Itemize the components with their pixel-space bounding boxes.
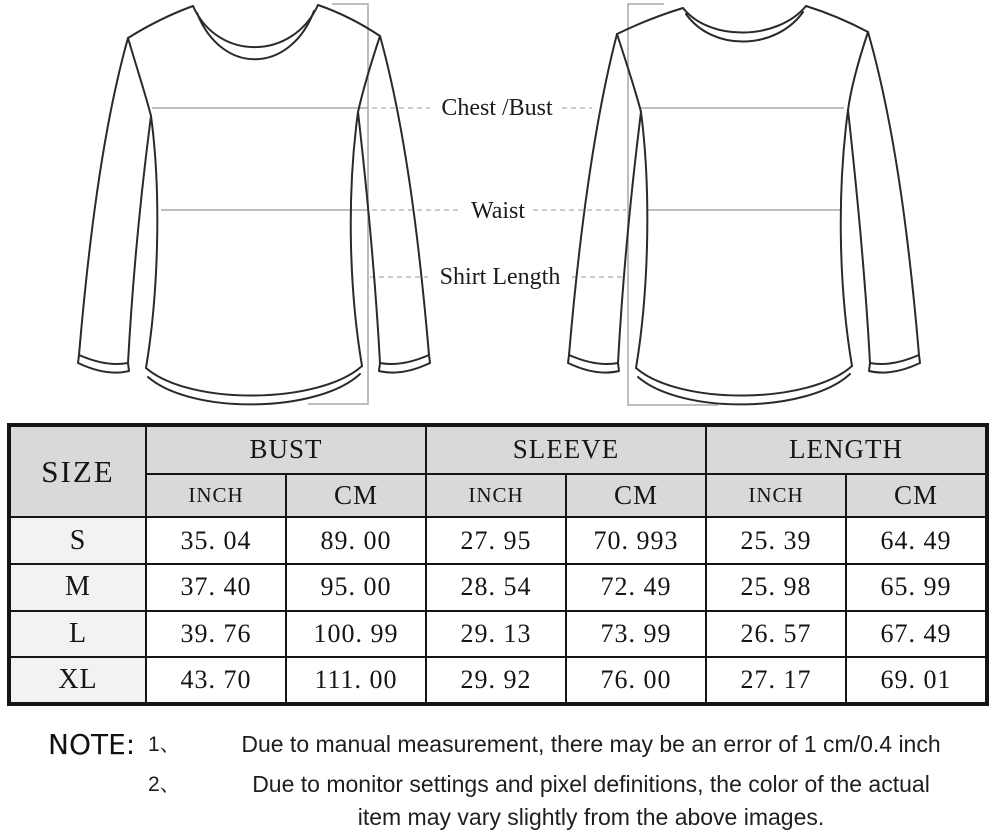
front-right-sleeve-outer [380, 36, 429, 355]
front-shirt-illustration [78, 5, 430, 404]
back-right-shoulder [806, 6, 868, 32]
front-left-sleeve-inner [128, 116, 151, 363]
cell-value: 73. 99 [566, 611, 706, 658]
header-length-cm: CM [846, 474, 987, 517]
front-left-sleeve-outer [79, 38, 128, 355]
front-right-sleeve-inner [358, 112, 380, 363]
waist-label: Waist [470, 198, 526, 224]
table-header-row-groups [9, 425, 987, 474]
front-right-armhole-seam [358, 36, 380, 112]
table-row [9, 611, 987, 658]
cell-value: 39. 76 [146, 611, 286, 658]
note-1-number: 1、 [148, 733, 181, 756]
note-1-text: Due to manual measurement, there may be an error of 1 cm/0.4 inch [241, 731, 941, 757]
front-right-body-edge [351, 112, 362, 366]
header-sleeve-inch: INCH [426, 474, 566, 517]
table-header-row-units [9, 474, 987, 517]
back-left-sleeve-inner [618, 112, 641, 363]
header-size: SIZE [9, 425, 146, 517]
cell-value: 100. 99 [286, 611, 426, 658]
note-item-1 [148, 728, 988, 761]
front-shirt-guides [152, 4, 368, 404]
shirt-length-label: Shirt Length [439, 264, 561, 290]
header-bust-cm: CM [286, 474, 426, 517]
front-right-shoulder [318, 5, 380, 36]
header-bust: BUST [146, 425, 426, 474]
back-shirt-illustration [568, 6, 920, 404]
cell-value: 111. 00 [286, 657, 426, 704]
cell-value: 65. 99 [846, 564, 987, 611]
row-size-label: S [9, 517, 146, 564]
back-length-bracket [628, 4, 718, 405]
front-collar-outer [193, 5, 318, 47]
note-items [148, 728, 988, 834]
cell-value: 27. 17 [706, 657, 846, 704]
table-row [9, 517, 987, 564]
table-row [9, 657, 987, 704]
note-2-line-1: Due to monitor settings and pixel definitions, the color of the actual [252, 771, 930, 797]
front-left-shoulder [128, 6, 193, 38]
header-bust-inch: INCH [146, 474, 286, 517]
back-right-body-edge [841, 110, 852, 366]
cell-value: 67. 49 [846, 611, 987, 658]
cell-value: 70. 993 [566, 517, 706, 564]
front-left-armhole-seam [128, 38, 151, 116]
row-size-label: M [9, 564, 146, 611]
header-sleeve: SLEEVE [426, 425, 706, 474]
cell-value: 27. 95 [426, 517, 566, 564]
header-length: LENGTH [706, 425, 987, 474]
chest-bust-label: Chest /Bust [441, 95, 553, 121]
back-right-sleeve-inner [848, 110, 870, 363]
back-left-sleeve-outer [569, 34, 617, 355]
cell-value: 29. 92 [426, 657, 566, 704]
back-left-body-edge [636, 112, 647, 368]
front-left-body-edge [146, 116, 157, 368]
note-section [48, 728, 988, 834]
size-table [7, 423, 989, 706]
cell-value: 26. 57 [706, 611, 846, 658]
cell-value: 25. 39 [706, 517, 846, 564]
cell-value: 69. 01 [846, 657, 987, 704]
note-item-2 [148, 768, 988, 834]
cell-value: 29. 13 [426, 611, 566, 658]
back-right-armhole-seam [848, 32, 868, 110]
cell-value: 28. 54 [426, 564, 566, 611]
cell-value: 72. 49 [566, 564, 706, 611]
back-collar-inner [686, 12, 803, 42]
back-hem-inner [638, 374, 850, 404]
header-sleeve-cm: CM [566, 474, 706, 517]
back-left-armhole-seam [617, 34, 641, 112]
back-left-shoulder [617, 8, 683, 34]
cell-value: 35. 04 [146, 517, 286, 564]
note-2-line-2: item may vary slightly from the above images. [357, 804, 825, 830]
row-size-label: XL [9, 657, 146, 704]
cell-value: 76. 00 [566, 657, 706, 704]
front-collar-inner [197, 11, 314, 59]
note-2-number: 2、 [148, 773, 181, 796]
front-hem-inner [148, 374, 360, 404]
cell-value: 43. 70 [146, 657, 286, 704]
note-2-text [194, 768, 988, 834]
note-label: NOTE: [48, 728, 136, 761]
cell-value: 89. 00 [286, 517, 426, 564]
table-row [9, 564, 987, 611]
cell-value: 95. 00 [286, 564, 426, 611]
cell-value: 64. 49 [846, 517, 987, 564]
cell-value: 37. 40 [146, 564, 286, 611]
header-length-inch: INCH [706, 474, 846, 517]
back-right-sleeve-outer [868, 32, 919, 355]
back-shirt-guides [628, 4, 844, 405]
row-size-label: L [9, 611, 146, 658]
cell-value: 25. 98 [706, 564, 846, 611]
